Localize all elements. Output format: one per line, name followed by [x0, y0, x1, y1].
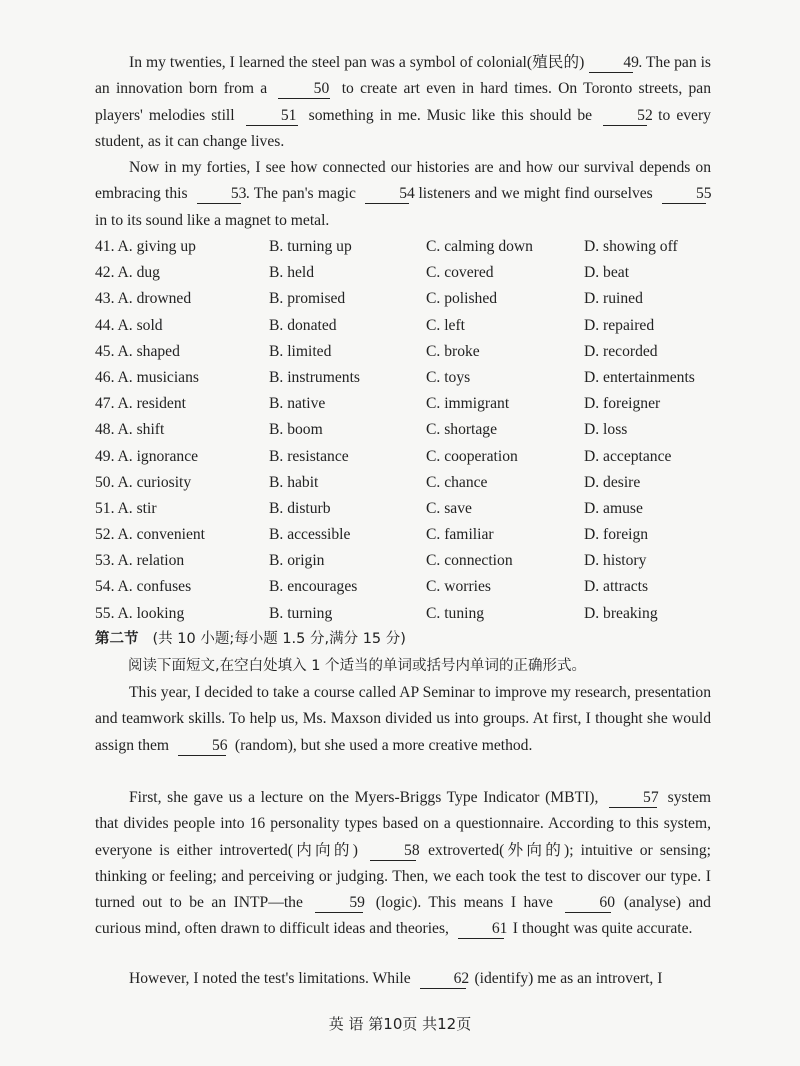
- option-d: D. attracts: [584, 578, 649, 596]
- options-list: [95, 234, 735, 627]
- option-a: 44. A. sold: [95, 316, 163, 334]
- option-c: C. polished: [426, 290, 498, 308]
- option-b: B. disturb: [269, 499, 331, 517]
- text: I thought was quite accurate.: [512, 920, 693, 938]
- option-row: [95, 522, 735, 548]
- option-c: C. toys: [426, 368, 471, 386]
- option-b: B. held: [269, 264, 315, 282]
- option-d: D. amuse: [584, 499, 643, 517]
- text: First, she gave us a lecture on the Myers-Briggs Type Indicator (MBTI),: [129, 789, 599, 806]
- option-row: [95, 444, 735, 470]
- option-c: C. immigrant: [426, 395, 510, 413]
- option-c: C. cooperation: [426, 447, 518, 465]
- text: (logic). This means I have: [375, 894, 553, 912]
- option-a: 48. A. shift: [95, 421, 165, 439]
- option-d: D. entertainments: [584, 368, 695, 386]
- option-d: D. acceptance: [584, 447, 672, 465]
- option-row: [95, 548, 735, 574]
- text: (analyse) and curious mind, often drawn to difficult ideas and theories,: [95, 894, 711, 938]
- text: . The pan's magic: [245, 185, 356, 203]
- option-d: D. history: [584, 552, 647, 570]
- blank-55: 55: [662, 184, 706, 204]
- passage2-paragraph-3: [95, 966, 711, 992]
- option-row: [95, 234, 735, 260]
- option-a: 52. A. convenient: [95, 526, 206, 544]
- section-2-instruction: 阅读下面短文,在空白处填入 1 个适当的单词或括号内单词的正确形式。: [128, 658, 587, 674]
- option-d: D. ruined: [584, 290, 643, 308]
- text: extroverted(外向的); intuitive or sensing; thinking or feeling; and perceiving or judging. Then, we each took the test to discover our type. I turned out to be an INTP—the: [95, 841, 711, 912]
- blank-62: 62: [420, 969, 466, 989]
- option-b: B. resistance: [269, 447, 349, 465]
- option-c: C. left: [426, 316, 465, 334]
- option-d: D. breaking: [584, 604, 658, 622]
- option-d: D. recorded: [584, 342, 658, 360]
- option-a: 55. A. looking: [95, 604, 185, 622]
- passage2-paragraph-1: [95, 680, 711, 759]
- option-c: C. tuning: [426, 604, 485, 622]
- passage2-paragraph-2: [95, 785, 711, 943]
- text: . The pan is an innovation born from a: [95, 54, 711, 98]
- section-2-header: [95, 628, 406, 650]
- section-info: (共 10 小题;每小题 1.5 分,满分 15 分): [152, 631, 406, 647]
- text: in to its sound like a magnet to metal.: [95, 211, 330, 229]
- option-b: B. habit: [269, 473, 319, 491]
- blank-59: 59: [315, 893, 363, 913]
- option-d: D. beat: [584, 264, 630, 282]
- option-c: C. worries: [426, 578, 491, 596]
- blank-50: 50: [278, 79, 330, 99]
- option-d: D. repaired: [584, 316, 655, 334]
- option-a: 46. A. musicians: [95, 368, 199, 386]
- blank-60: 60: [565, 893, 611, 913]
- option-row: [95, 260, 735, 286]
- option-b: B. limited: [269, 342, 332, 360]
- text: This year, I decided to take a course called AP Seminar to improve my research, presentation and teamwork skills. To help us, Ms. Maxson divided us into groups. At first, I thought she would assign them: [95, 684, 711, 754]
- option-a: 43. A. drowned: [95, 290, 192, 308]
- option-b: B. donated: [269, 316, 337, 334]
- option-a: 54. A. confuses: [95, 578, 192, 596]
- option-a: 41. A. giving up: [95, 238, 196, 255]
- option-b: B. turning up: [269, 238, 352, 255]
- text: (random), but she used a more creative method.: [234, 736, 533, 754]
- blank-52: 52: [603, 106, 647, 126]
- text: to every student, as it can change lives.: [95, 106, 711, 150]
- option-b: B. turning: [269, 604, 333, 622]
- option-a: 50. A. curiosity: [95, 473, 192, 491]
- option-row: [95, 417, 735, 443]
- page-footer: 英 语 第10页 共12页: [328, 1015, 472, 1033]
- blank-56: 56: [178, 736, 226, 756]
- option-d: D. desire: [584, 473, 641, 491]
- option-b: B. promised: [269, 290, 346, 308]
- option-b: B. boom: [269, 421, 323, 439]
- option-d: D. loss: [584, 421, 628, 439]
- option-b: B. native: [269, 395, 326, 413]
- passage1-paragraph-2: [95, 155, 711, 234]
- option-row: [95, 339, 735, 365]
- blank-61: 61: [458, 919, 504, 939]
- blank-53: 53: [197, 184, 241, 204]
- option-b: B. origin: [269, 552, 325, 570]
- option-d: D. foreigner: [584, 395, 661, 413]
- option-b: B. encourages: [269, 578, 358, 596]
- option-b: B. instruments: [269, 368, 360, 386]
- option-c: C. save: [426, 499, 472, 517]
- option-c: C. covered: [426, 264, 494, 282]
- text: In my twenties, I learned the steel pan was a symbol of colonial(殖民的): [129, 54, 585, 71]
- blank-51: 51: [246, 106, 298, 126]
- option-c: C. familiar: [426, 526, 494, 544]
- option-row: [95, 574, 735, 600]
- option-a: 42. A. dug: [95, 264, 160, 282]
- option-a: 51. A. stir: [95, 499, 157, 517]
- option-row: [95, 496, 735, 522]
- option-row: [95, 391, 735, 417]
- text: However, I noted the test's limitations. While: [129, 970, 411, 987]
- text: (identify) me as an introvert, I: [474, 970, 663, 987]
- option-a: 47. A. resident: [95, 395, 186, 413]
- blank-54: 54: [365, 184, 409, 204]
- option-b: B. accessible: [269, 526, 351, 544]
- section-title: 第二节: [95, 631, 139, 647]
- option-a: 49. A. ignorance: [95, 447, 199, 465]
- option-c: C. connection: [426, 552, 513, 570]
- option-c: C. calming down: [426, 238, 533, 255]
- option-row: [95, 470, 735, 496]
- passage1-paragraph-1: [95, 50, 711, 155]
- option-row: [95, 601, 735, 627]
- text: listeners and we might find ourselves: [418, 185, 653, 203]
- text: Now in my forties, I see how connected our histories are and how our survival depends on embracing this: [95, 159, 711, 203]
- option-row: [95, 286, 735, 312]
- option-d: D. foreign: [584, 526, 649, 544]
- text: something in me. Music like this should be: [308, 106, 593, 124]
- option-c: C. shortage: [426, 421, 498, 439]
- blank-57: 57: [609, 788, 657, 808]
- blank-58: 58: [370, 841, 416, 861]
- option-d: D. showing off: [584, 238, 678, 255]
- option-a: 53. A. relation: [95, 552, 185, 570]
- option-row: [95, 365, 735, 391]
- option-c: C. chance: [426, 473, 488, 491]
- option-c: C. broke: [426, 342, 480, 360]
- text: system that divides people into 16 personality types based on a questionnaire. According to this system, everyone is either introverted(内向的): [95, 789, 711, 859]
- option-a: 45. A. shaped: [95, 342, 180, 360]
- blank-49: 49: [589, 53, 633, 73]
- text: to create art even in hard times. On Toronto streets, pan players' melodies still: [95, 80, 712, 124]
- option-row: [95, 313, 735, 339]
